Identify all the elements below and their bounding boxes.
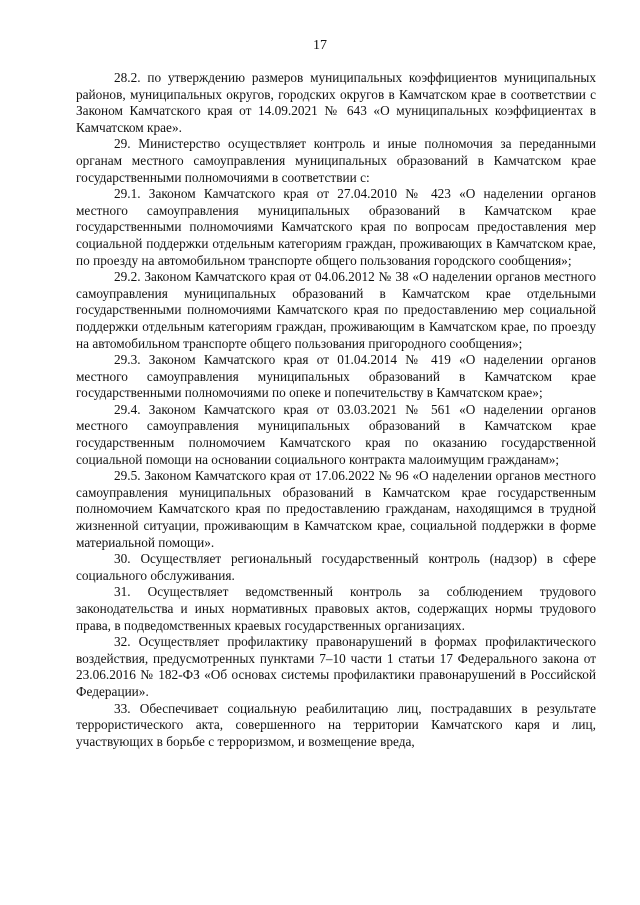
page-number: 17 bbox=[313, 38, 327, 53]
paragraph-30: 30. Осуществляет региональный государственный контроль (надзор) в сфере социального обслуживания. bbox=[76, 551, 596, 583]
paragraph-29-1: 29.1. Законом Камчатского края от 27.04.2010 № 423 «О наделении органов местного самоуправления муниципальных образований в Камчатском крае государственными полномочиями Камчатского края по вопросам предоставления мер социальной поддержки отдельным категориям граждан, проживающих в Камчатском крае, по проезду на автомобильном транспорте общего пользования городского сообщения»; bbox=[76, 186, 596, 268]
paragraph-31: 31. Осуществляет ведомственный контроль за соблюдением трудового законодательства и иных нормативных правовых актов, содержащих нормы трудового права, в подведомственных краевых государственных организациях. bbox=[76, 584, 596, 633]
paragraph-32: 32. Осуществляет профилактику правонарушений в формах профилактического воздействия, предусмотренных пунктами 7–10 части 1 статьи 17 Федерального закона от 23.06.2016 № 182-ФЗ «Об основах системы профилактики правонарушений в Российской Федерации». bbox=[76, 634, 596, 699]
paragraph-29-4: 29.4. Законом Камчатского края от 03.03.2021 № 561 «О наделении органов местного самоуправления муниципальных образований в Камчатском крае государственным полномочием Камчатского края по оказанию государственной социальной помощи на основании социального контракта малоимущим гражданам»; bbox=[76, 401, 596, 467]
document-body bbox=[76, 70, 596, 750]
paragraph-29-5: 29.5. Законом Камчатского края от 17.06.2022 № 96 «О наделении органов местного самоуправления муниципальных образований в Камчатском крае государственным полномочием Камчатского края по предоставлению гражданам, находящимся в трудной жизненной ситуации, проживающим в Камчатском крае, социальной поддержки в форме материальной помощи». bbox=[76, 468, 596, 550]
paragraph-29: 29. Министерство осуществляет контроль и иные полномочия за переданными органам местного самоуправления муниципальных образований в Камчатском крае государственными полномочиями в соответствии с: bbox=[76, 136, 596, 185]
paragraph-29-2: 29.2. Законом Камчатского края от 04.06.2012 № 38 «О наделении органов местного самоуправления муниципальных образований в Камчатском крае отдельными государственными полномочиями Камчатского края по предоставлению мер социальной поддержки отдельным категориям граждан, проживающим в Камчатском крае, по проезду на автомобильном транспорте общего пользования пригородного сообщения»; bbox=[76, 269, 596, 351]
paragraph-28-2: 28.2. по утверждению размеров муниципальных коэффициентов муниципальных районов, муниципальных округов, городских округов в Камчатском крае в соответствии с Законом Камчатского края от 14.09.2021 № 643 «О муниципальных коэффициентах в Камчатском крае». bbox=[76, 70, 596, 135]
paragraph-29-3: 29.3. Законом Камчатского края от 01.04.2014 № 419 «О наделении органов местного самоуправления муниципальных образований в Камчатском крае государственными полномочиями по опеке и попечительству в Камчатском крае»; bbox=[76, 352, 596, 401]
paragraph-33: 33. Обеспечивает социальную реабилитацию лиц, пострадавших в результате террористического акта, совершенного на территории Камчатского каря и лиц, участвующих в борьбе с терроризмом, и возмещение вреда, bbox=[76, 700, 596, 749]
